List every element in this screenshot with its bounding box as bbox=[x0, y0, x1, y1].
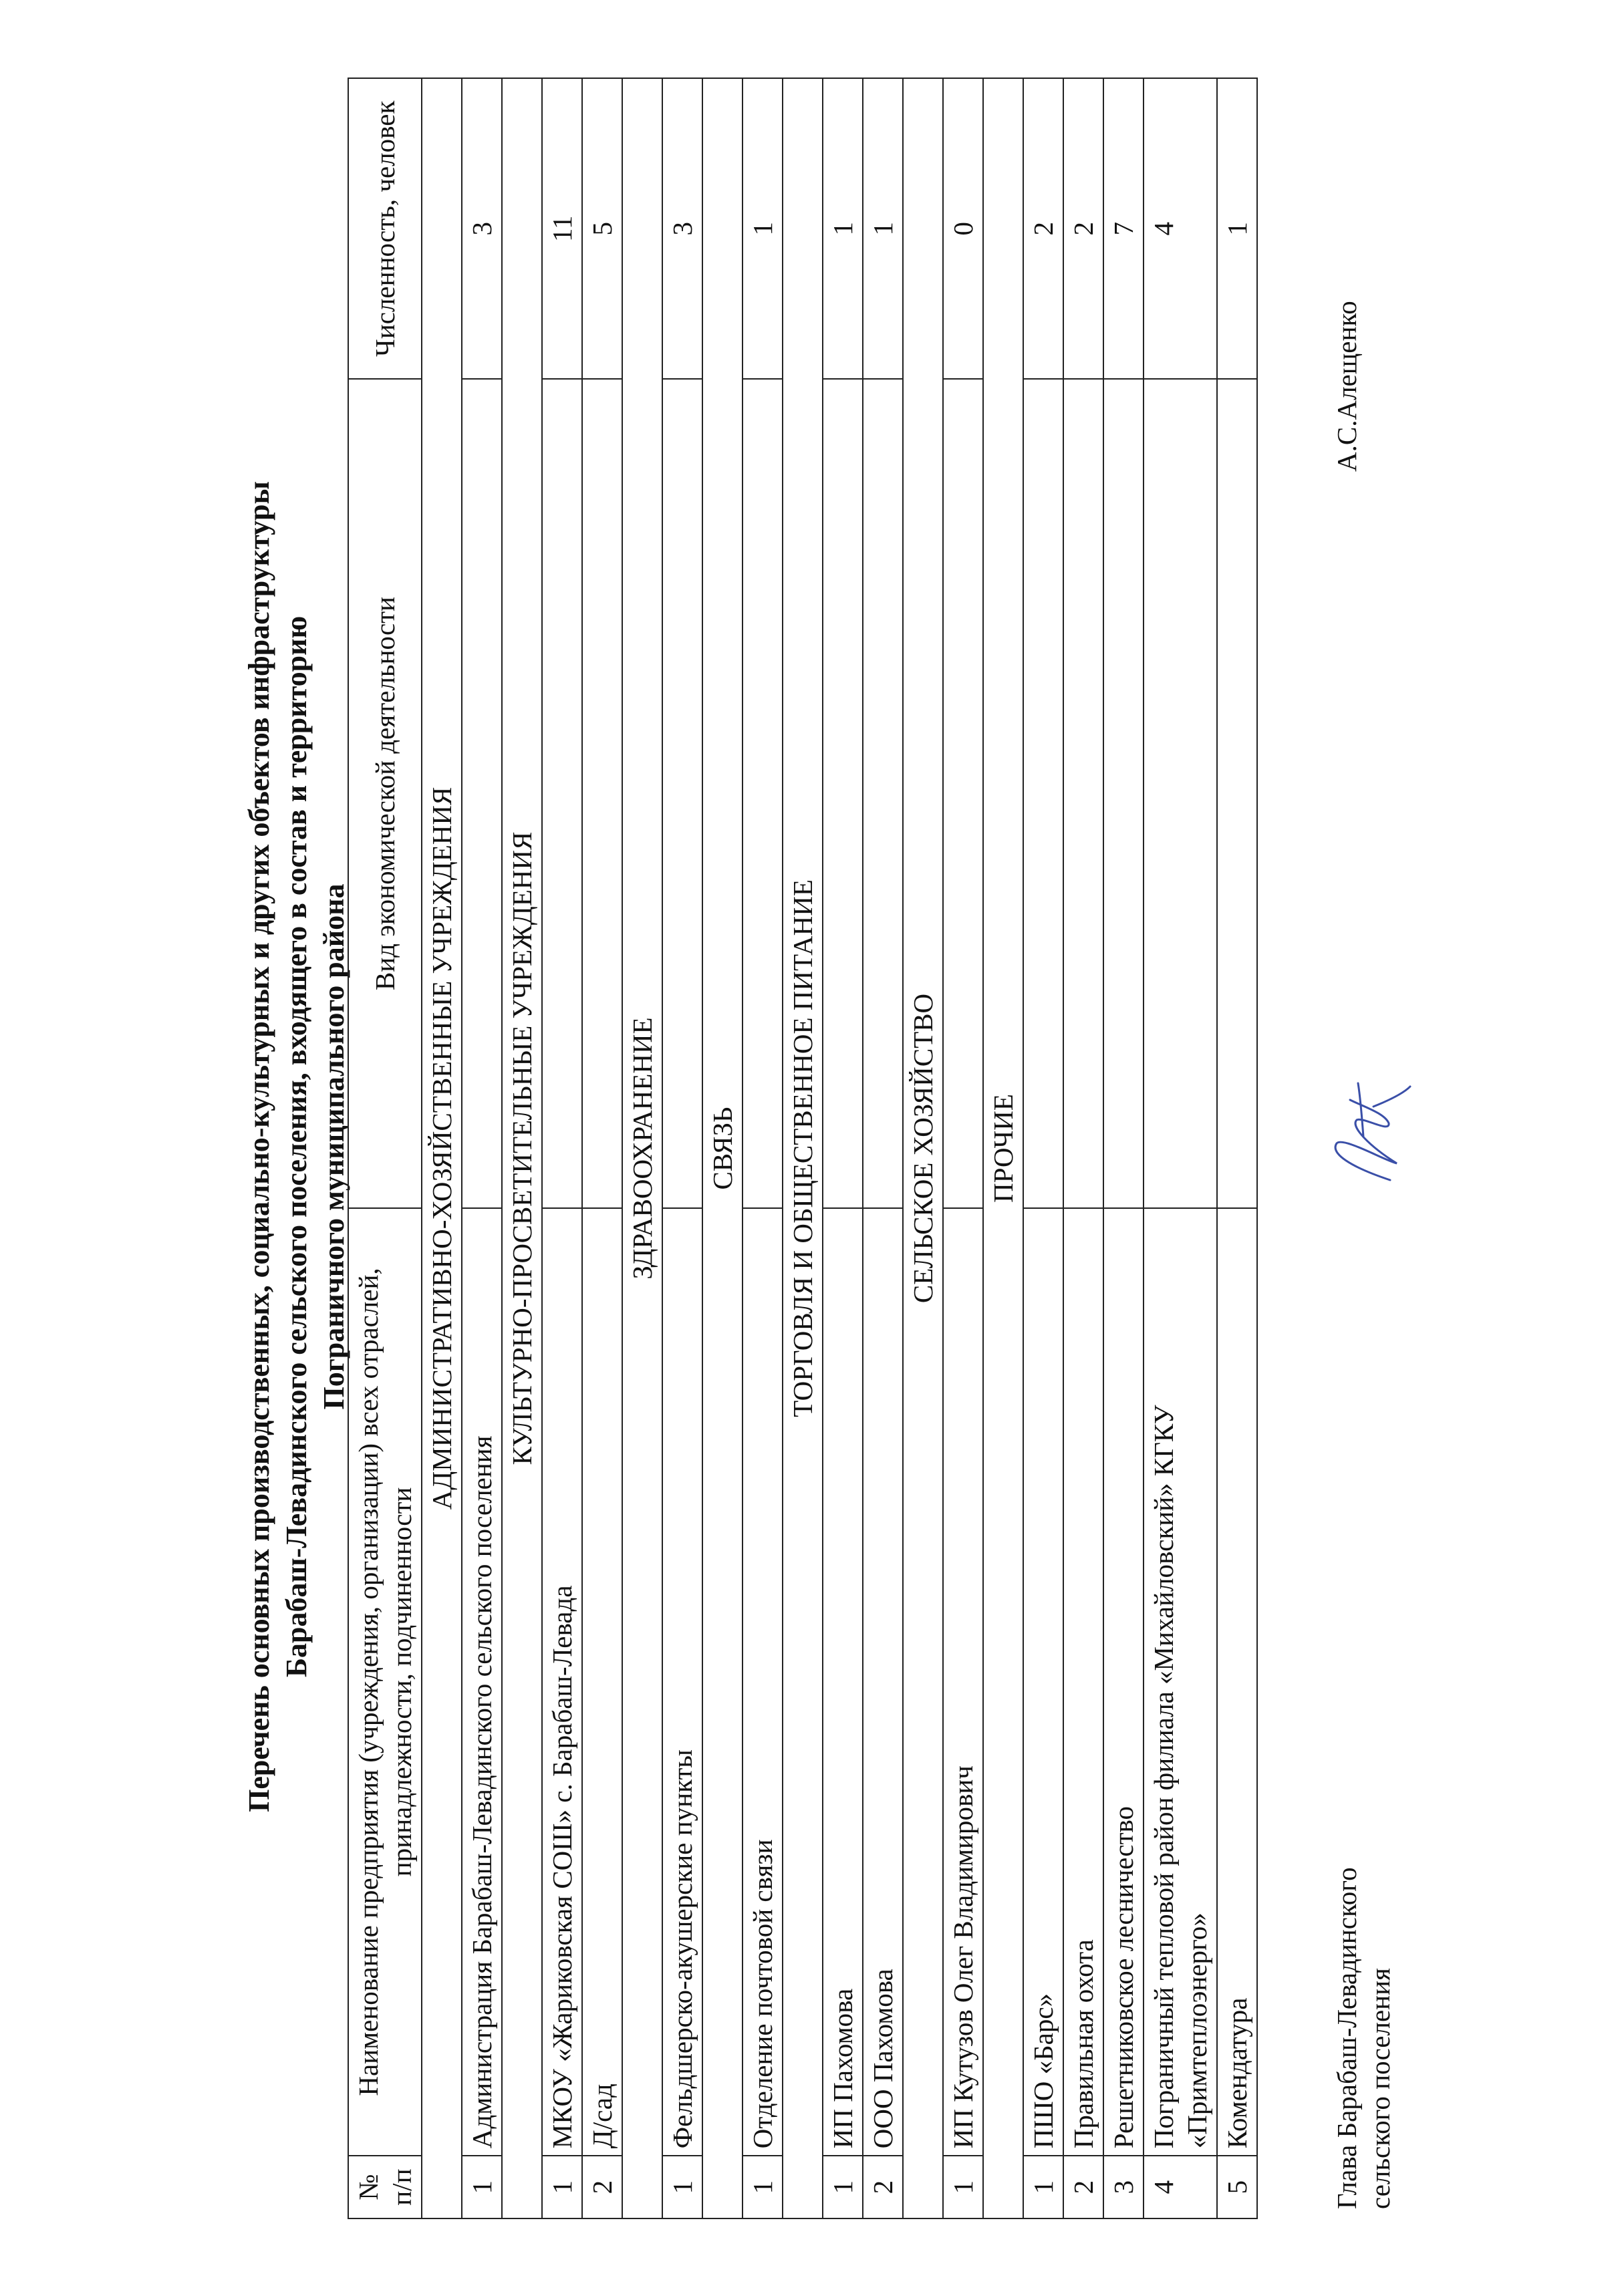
row-name: Решетниковское лесничество bbox=[1103, 1208, 1144, 2156]
table-row bbox=[1063, 78, 1103, 2218]
row-name: Пограничный тепловой район филиала «Михайловский» КГКУ «Примтеплоэнерго» bbox=[1144, 1208, 1217, 2156]
row-count: 0 bbox=[943, 78, 983, 379]
header-count: Численность, человек bbox=[348, 78, 422, 379]
row-count: 4 bbox=[1144, 78, 1217, 379]
title-line-1: Перечень основных производственных, социально-культурных и других объектов инфраструктуры bbox=[243, 481, 275, 1812]
signer-position-line-2: сельского поселения bbox=[1365, 1968, 1395, 2209]
row-name: Фельдшерско-акушерские пункты bbox=[662, 1208, 702, 2156]
row-num: 4 bbox=[1144, 2156, 1217, 2218]
row-num: 2 bbox=[1063, 2156, 1103, 2218]
row-count: 11 bbox=[542, 78, 582, 379]
document-title bbox=[241, 144, 353, 2149]
row-name: ИП Кутузов Олег Владимирович bbox=[943, 1208, 983, 2156]
table-row bbox=[582, 78, 622, 2218]
row-num: 3 bbox=[1103, 2156, 1144, 2218]
section-row bbox=[502, 78, 542, 2218]
row-num: 5 bbox=[1217, 2156, 1257, 2218]
row-name: ПШО «Барс» bbox=[1023, 1208, 1063, 2156]
row-num: 1 bbox=[743, 2156, 783, 2218]
row-activity bbox=[542, 379, 582, 1207]
row-activity bbox=[1217, 379, 1257, 1207]
row-num: 1 bbox=[943, 2156, 983, 2218]
section-title: КУЛЬТУРНО-ПРОСВЕТИТЕЛЬНЫЕ УЧРЕЖДЕНИЯ bbox=[502, 78, 542, 2218]
header-num: № п/п bbox=[348, 2156, 422, 2218]
header-name: Наименование предприятия (учреждения, организации) всех отраслей, принадлежности, подчиненности bbox=[348, 1208, 422, 2156]
row-name: Отделение почтовой связи bbox=[743, 1208, 783, 2156]
infrastructure-table bbox=[348, 78, 1258, 2219]
row-activity bbox=[1144, 379, 1217, 1207]
row-activity bbox=[462, 379, 502, 1207]
row-activity bbox=[823, 379, 863, 1207]
table-row bbox=[743, 78, 783, 2218]
signer-name: А.С.Алещенко bbox=[1331, 301, 1362, 472]
section-row bbox=[702, 78, 743, 2218]
row-name: Администрация Барабаш-Левадинского сельского поселения bbox=[462, 1208, 502, 2156]
row-num: 1 bbox=[542, 2156, 582, 2218]
table-body bbox=[422, 78, 1257, 2218]
row-activity bbox=[943, 379, 983, 1207]
row-count: 1 bbox=[863, 78, 903, 379]
row-activity bbox=[1023, 379, 1063, 1207]
table-row bbox=[943, 78, 983, 2218]
row-activity bbox=[743, 379, 783, 1207]
row-activity bbox=[863, 379, 903, 1207]
row-name: ООО Пахомова bbox=[863, 1208, 903, 2156]
row-activity bbox=[1063, 379, 1103, 1207]
row-name: Д/сад bbox=[582, 1208, 622, 2156]
table-row bbox=[462, 78, 502, 2218]
row-num: 1 bbox=[823, 2156, 863, 2218]
title-line-3: Пограничного муниципального района bbox=[317, 883, 350, 1410]
row-count: 2 bbox=[1023, 78, 1063, 379]
row-count: 7 bbox=[1103, 78, 1144, 379]
row-count: 1 bbox=[743, 78, 783, 379]
table-row bbox=[823, 78, 863, 2218]
row-num: 2 bbox=[582, 2156, 622, 2218]
row-name: Правильная охота bbox=[1063, 1208, 1103, 2156]
row-count: 5 bbox=[582, 78, 622, 379]
table-header-row bbox=[348, 78, 422, 2218]
signature-image bbox=[1310, 1066, 1417, 1200]
table-row bbox=[1217, 78, 1257, 2218]
row-name: МКОУ «Жариковская СОШ» с. Барабаш-Левада bbox=[542, 1208, 582, 2156]
row-num: 1 bbox=[662, 2156, 702, 2218]
row-count: 3 bbox=[462, 78, 502, 379]
title-line-2: Барабаш-Левадинского сельского поселения, входящего в состав и территорию bbox=[280, 615, 313, 1678]
section-row bbox=[903, 78, 943, 2218]
table-row bbox=[1144, 78, 1217, 2218]
section-row bbox=[622, 78, 662, 2218]
section-title: ЗДРАВООХРАНЕНИЕ bbox=[622, 78, 662, 2218]
row-count: 3 bbox=[662, 78, 702, 379]
section-title: ТОРГОВЛЯ И ОБЩЕСТВЕННОЕ ПИТАНИЕ bbox=[783, 78, 823, 2218]
section-title: СВЯЗЬ bbox=[702, 78, 743, 2218]
row-num: 1 bbox=[462, 2156, 502, 2218]
row-name: Комендатура bbox=[1217, 1208, 1257, 2156]
table-row bbox=[1023, 78, 1063, 2218]
row-name: ИП Пахомова bbox=[823, 1208, 863, 2156]
section-title: СЕЛЬСКОЕ ХОЗЯЙСТВО bbox=[903, 78, 943, 2218]
row-count: 1 bbox=[1217, 78, 1257, 379]
row-count: 2 bbox=[1063, 78, 1103, 379]
row-num: 2 bbox=[863, 2156, 903, 2218]
table-row bbox=[542, 78, 582, 2218]
table-row bbox=[1103, 78, 1144, 2218]
row-num: 1 bbox=[1023, 2156, 1063, 2218]
header-activity: Вид экономической деятельности bbox=[348, 379, 422, 1207]
row-activity bbox=[662, 379, 702, 1207]
table-row bbox=[863, 78, 903, 2218]
row-count: 1 bbox=[823, 78, 863, 379]
section-title: АДМИНИСТРАТИВНО-ХОЗЯЙСТВЕННЫЕ УЧРЕЖДЕНИЯ bbox=[422, 78, 462, 2218]
signer-position bbox=[1330, 1867, 1397, 2209]
row-activity bbox=[1103, 379, 1144, 1207]
section-row bbox=[783, 78, 823, 2218]
section-title: ПРОЧИЕ bbox=[983, 78, 1023, 2218]
row-activity bbox=[582, 379, 622, 1207]
section-row bbox=[422, 78, 462, 2218]
section-row bbox=[983, 78, 1023, 2218]
signer-position-line-1: Глава Барабаш-Левадинского bbox=[1331, 1867, 1362, 2209]
table-row bbox=[662, 78, 702, 2218]
